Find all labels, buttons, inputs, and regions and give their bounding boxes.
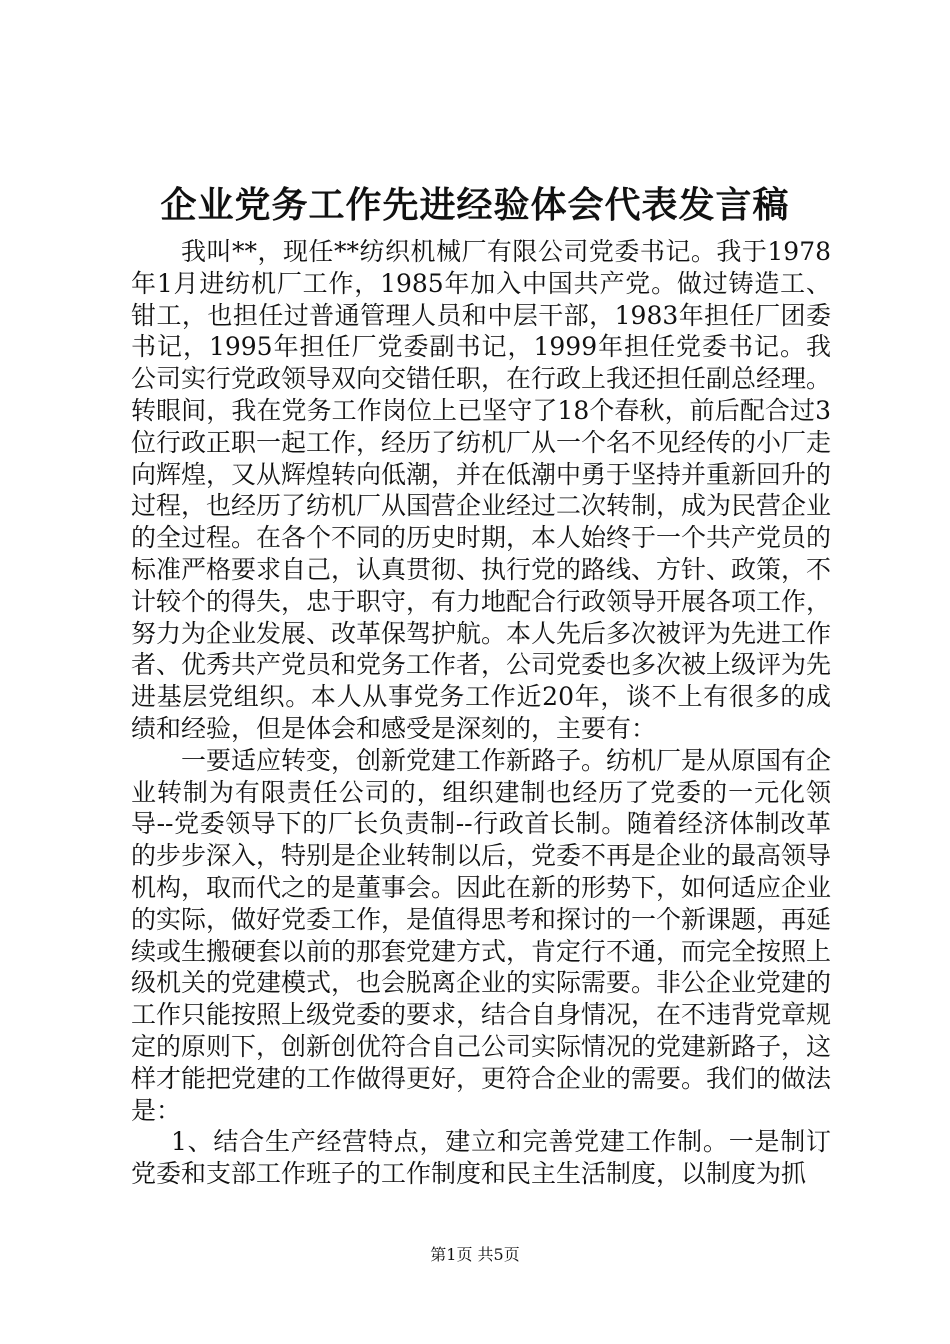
paragraph-intro: 我叫**，现任**纺织机械厂有限公司党委书记。我于1978年1月进纺机厂工作，1985年加入中国共产党。做过铸造工、钳工，也担任过普通管理人员和中层干部，1983年担任厂团委书记，1995年担任厂党委副书记，1999年担任党委书记。我公司实行党政领导双向交错任职，在行政上我还担任副总经理。转眼间，我在党务工作岗位上已坚守了18个春秋，前后配合过3位行政正职一起工作，经历了纺机厂从一个名不见经传的小厂走向辉煌，又从辉煌转向低潮，并在低潮中勇于坚持并重新回升的过程，也经历了纺机厂从国营企业经过二次转制，成为民营企业的全过程。在各个不同的历史时期，本人始终于一个共产党员的标准严格要求自己，认真贯彻、执行党的路线、方针、政策，不计较个的得失，忠于职守，有力地配合行政领导开展各项工作，努力为企业发展、改革保驾护航。本人先后多次被评为先进工作者、优秀共产党员和党务工作者，公司党委也多次被上级评为先进基层党组织。本人从事党务工作近20年，谈不上有很多的成绩和经验，但是体会和感受是深刻的，主要有： [131,237,832,743]
document-body [131,236,831,1190]
paragraph-item-one: 1、结合生产经营特点，建立和完善党建工作制。一是制订党委和支部工作班子的工作制度和民主生活制度，以制度为抓 [131,1127,831,1189]
paragraph-point-one: 一要适应转变，创新党建工作新路子。纺机厂是从原国有企业转制为有限责任公司的，组织建制也经历了党委的一元化领导--党委领导下的厂长负责制--行政首长制。随着经济体制改革的步步深入，特别是企业转制以后，党委不再是企业的最高领导机构，取而代之的是董事会。因此在新的形势下，如何适应企业的实际，做好党委工作，是值得思考和探讨的一个新课题，再延续或生搬硬套以前的那套党建方式，肯定行不通，而完全按照上级机关的党建模式，也会脱离企业的实际需要。非公企业党建的工作只能按照上级党委的要求，结合自身情况，在不违背党章规定的原则下，创新创优符合自己公司实际情况的党建新路子，这样才能把党建的工作做得更好，更符合企业的需要。我们的做法是： [131,745,832,1125]
document-title: 企业党务工作先进经验体会代表发言稿 [160,185,790,226]
page-footer: 第1页 共5页 [430,1245,520,1264]
